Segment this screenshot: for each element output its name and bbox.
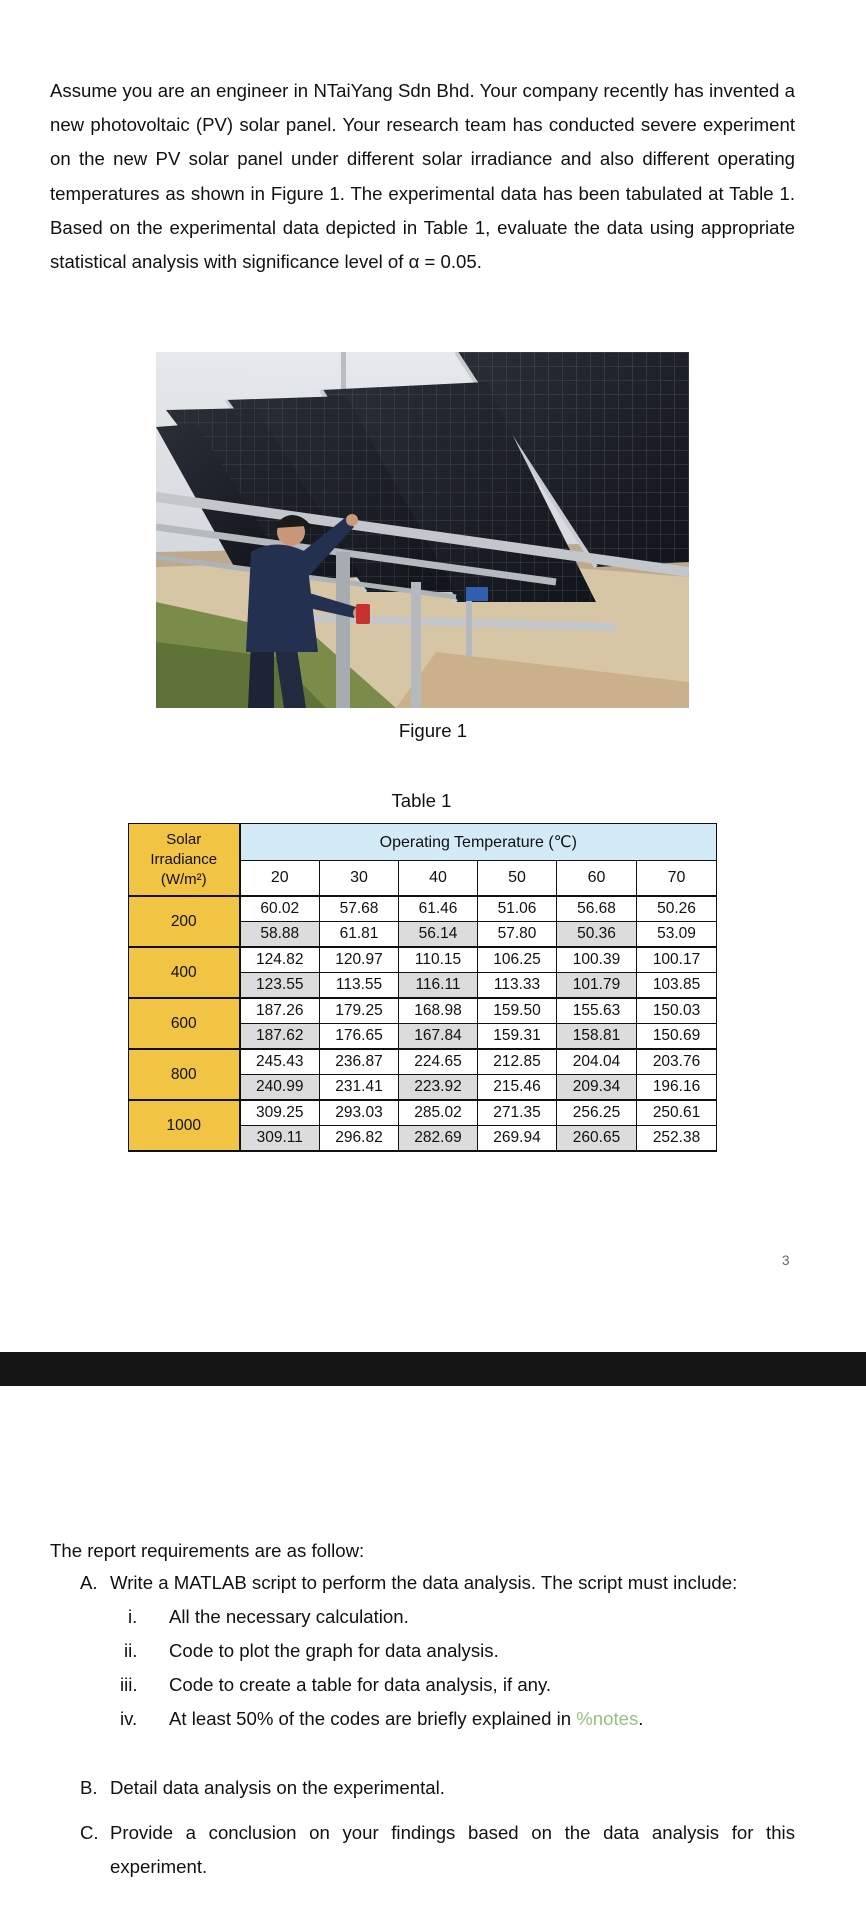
data-cell: 196.16 [637, 1075, 717, 1101]
requirement-c-label: C. [80, 1822, 99, 1843]
data-cell: 309.11 [240, 1126, 320, 1152]
data-cell: 293.03 [320, 1100, 399, 1126]
data-cell: 61.81 [320, 922, 399, 948]
data-cell: 309.25 [240, 1100, 320, 1126]
data-cell: 50.36 [557, 922, 637, 948]
data-cell: 51.06 [478, 896, 557, 922]
sub-item-text: Code to plot the graph for data analysis. [169, 1640, 499, 1661]
sub-item-label: iv. [120, 1708, 138, 1729]
temperature-header-cell: 30 [320, 861, 399, 897]
irradiance-header-unit: (W/m²) [160, 870, 207, 888]
data-cell: 224.65 [399, 1049, 478, 1075]
temperature-header-cell: 70 [637, 861, 717, 897]
data-cell: 203.76 [637, 1049, 717, 1075]
data-cell: 101.79 [557, 973, 637, 999]
temperature-group-header: Operating Temperature (℃) [240, 824, 717, 861]
data-cell: 240.99 [240, 1075, 320, 1101]
data-cell: 120.97 [320, 947, 399, 973]
data-cell: 179.25 [320, 998, 399, 1024]
data-cell: 50.26 [637, 896, 717, 922]
data-cell: 56.68 [557, 896, 637, 922]
data-cell: 256.25 [557, 1100, 637, 1126]
data-cell: 57.80 [478, 922, 557, 948]
data-cell: 282.69 [399, 1126, 478, 1152]
data-cell: 150.03 [637, 998, 717, 1024]
temperature-header-cell: 60 [557, 861, 637, 897]
data-cell: 204.04 [557, 1049, 637, 1075]
sub-item-text: At least 50% of the codes are briefly explained in [169, 1708, 577, 1729]
data-cell: 60.02 [240, 896, 320, 922]
data-cell: 155.63 [557, 998, 637, 1024]
irradiance-cell: 800 [129, 1049, 240, 1100]
data-cell: 100.39 [557, 947, 637, 973]
data-cell: 215.46 [478, 1075, 557, 1101]
data-cell: 58.88 [240, 922, 320, 948]
data-cell: 56.14 [399, 922, 478, 948]
requirement-c-text: Provide a conclusion on your findings based on the data analysis for this experiment. [110, 1822, 795, 1877]
data-cell: 231.41 [320, 1075, 399, 1101]
temperature-header-cell: 50 [478, 861, 557, 897]
requirement-b-label: B. [80, 1777, 98, 1798]
irradiance-cell: 1000 [129, 1100, 240, 1151]
data-cell: 187.26 [240, 998, 320, 1024]
data-cell: 113.55 [320, 973, 399, 999]
data-cell: 124.82 [240, 947, 320, 973]
data-cell: 110.15 [399, 947, 478, 973]
data-cell: 236.87 [320, 1049, 399, 1075]
irradiance-cell: 200 [129, 896, 240, 947]
sub-item-label: i. [128, 1606, 138, 1627]
data-cell: 100.17 [637, 947, 717, 973]
temperature-header-cell: 20 [240, 861, 320, 897]
sub-item-label: iii. [120, 1674, 138, 1695]
data-cell: 159.50 [478, 998, 557, 1024]
data-cell: 187.62 [240, 1024, 320, 1050]
data-cell: 168.98 [399, 998, 478, 1024]
requirement-b-text: Detail data analysis on the experimental. [110, 1777, 445, 1798]
table-row [129, 947, 717, 973]
temperature-header-cell: 40 [399, 861, 478, 897]
data-cell: 103.85 [637, 973, 717, 999]
data-cell: 116.11 [399, 973, 478, 999]
table-caption: Table 1 [391, 790, 452, 811]
data-cell: 159.31 [478, 1024, 557, 1050]
data-cell: 252.38 [637, 1126, 717, 1152]
data-cell: 209.34 [557, 1075, 637, 1101]
irradiance-header-line2: Irradiance [150, 850, 218, 868]
irradiance-cell: 400 [129, 947, 240, 998]
solar-panel-photo-illustration [156, 352, 689, 708]
table-row [129, 1049, 717, 1075]
data-cell: 296.82 [320, 1126, 399, 1152]
data-cell: 176.65 [320, 1024, 399, 1050]
page-number: 3 [782, 1253, 790, 1268]
requirements-heading: The report requirements are as follow: [50, 1540, 365, 1561]
sub-item-text-line [169, 1708, 643, 1730]
irradiance-cell: 600 [129, 998, 240, 1049]
data-cell: 271.35 [478, 1100, 557, 1126]
data-cell: 57.68 [320, 896, 399, 922]
notes-highlight: %notes [576, 1708, 639, 1729]
data-cell: 106.25 [478, 947, 557, 973]
data-cell: 113.33 [478, 973, 557, 999]
data-cell: 223.92 [399, 1075, 478, 1101]
data-cell: 245.43 [240, 1049, 320, 1075]
data-cell: 250.61 [637, 1100, 717, 1126]
data-cell: 123.55 [240, 973, 320, 999]
page-break-bar [0, 1352, 866, 1386]
sub-item-label: ii. [124, 1640, 138, 1661]
sub-item-text: All the necessary calculation. [169, 1606, 409, 1627]
experimental-data-table [128, 823, 717, 1152]
table-row [129, 1100, 717, 1126]
data-cell: 269.94 [478, 1126, 557, 1152]
figure-1-photo [156, 352, 689, 708]
figure-caption: Figure 1 [398, 720, 468, 741]
data-cell: 260.65 [557, 1126, 637, 1152]
sub-item-suffix: . [638, 1708, 644, 1729]
table-row [129, 896, 717, 922]
irradiance-header [129, 824, 240, 897]
data-cell: 167.84 [399, 1024, 478, 1050]
requirement-a-text: Write a MATLAB script to perform the data analysis. The script must include: [110, 1572, 738, 1593]
table-row [129, 998, 717, 1024]
data-cell: 150.69 [637, 1024, 717, 1050]
data-cell: 285.02 [399, 1100, 478, 1126]
data-cell: 61.46 [399, 896, 478, 922]
data-cell: 212.85 [478, 1049, 557, 1075]
sub-item-text: Code to create a table for data analysis, if any. [169, 1674, 552, 1695]
data-cell: 53.09 [637, 922, 717, 948]
intro-paragraph: Assume you are an engineer in NTaiYang Sdn Bhd. Your company recently has invented a new photovoltaic (PV) solar panel. Your research team has conducted severe experiment on the new PV solar panel under different solar irradiance and also different operating temperatures as shown in Figure 1. The experimental data has been tabulated at Table 1. Based on the experimental data depicted in Table 1, evaluate the data using appropriate statistical analysis with significance level of α = 0.05. [50, 80, 795, 273]
data-cell: 158.81 [557, 1024, 637, 1050]
irradiance-header-line1: Solar [166, 830, 202, 848]
requirement-a-label: A. [80, 1572, 98, 1593]
